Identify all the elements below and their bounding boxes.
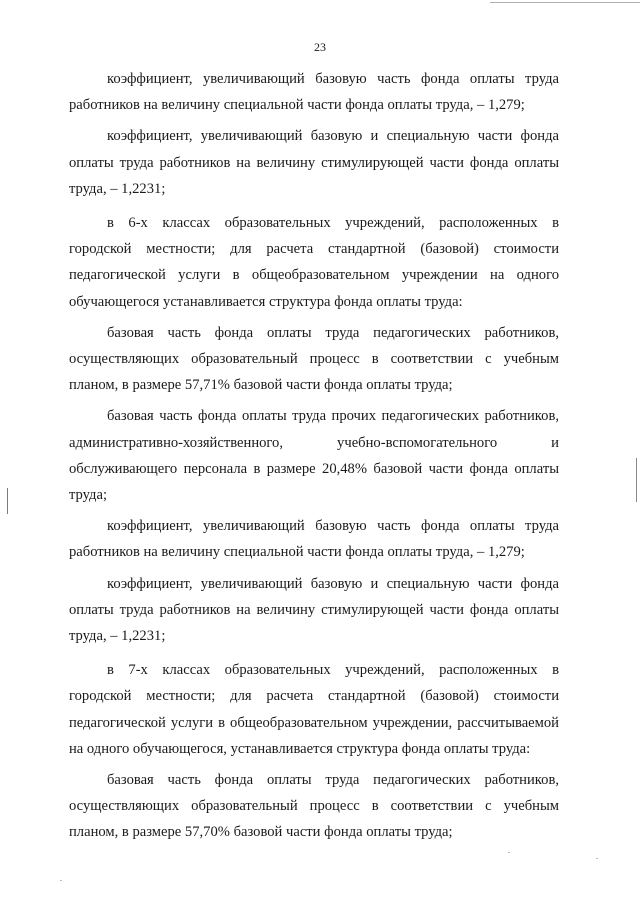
paragraph: коэффициент, увеличивающий базовую и специальную части фонда оплаты труда работников на величину стимулирующей части фонда оплаты труда, – 1,2231; bbox=[69, 128, 559, 197]
paragraph: коэффициент, увеличивающий базовую и специальную части фонда оплаты труда работников на величину стимулирующей части фонда оплаты труда, – 1,2231; bbox=[69, 575, 559, 645]
paragraph: базовая часть фонда оплаты труда прочих педагогических работников, административно-хозяйственного, учебно-вспомогательного и обслуживающего персонала в размере 20,48% базовой части фонда оплаты труда; bbox=[69, 408, 559, 504]
document-body bbox=[69, 66, 559, 851]
paragraph: в 7-х классах образовательных учреждений, расположенных в городской местности; для расчета стандартной (базовой) стоимости педагогической услуги в общеобразовательном учреждении, рассчитываемой на одного обучающегося, устанавливается структура фонда оплаты труда: bbox=[69, 662, 559, 757]
scan-artifact-top-line bbox=[490, 2, 640, 3]
scan-artifact-right-mark bbox=[636, 458, 637, 502]
scan-artifact-dot bbox=[60, 880, 62, 881]
paragraph: коэффициент, увеличивающий базовую часть фонда оплаты труда работников на величину специальной части фонда оплаты труда, – 1,279; bbox=[69, 518, 559, 561]
paragraph: базовая часть фонда оплаты труда педагогических работников, осуществляющих образовательный процесс в соответствии с учебным планом, в размере 57,71% базовой части фонда оплаты труда; bbox=[69, 324, 559, 394]
paragraph: коэффициент, увеличивающий базовую часть фонда оплаты труда работников на величину специальной части фонда оплаты труда, – 1,279; bbox=[69, 71, 559, 114]
paragraph: в 6-х классах образовательных учреждений, расположенных в городской местности; для расчета стандартной (базовой) стоимости педагогической услуги в общеобразовательном учреждении на одного обучающегося устанавливается структура фонда оплаты труда: bbox=[69, 215, 559, 310]
scan-artifact-left-mark bbox=[7, 488, 8, 514]
page-number: 23 bbox=[314, 40, 326, 54]
paragraph: базовая часть фонда оплаты труда педагогических работников, осуществляющих образовательный процесс в соответствии с учебным планом, в размере 57,70% базовой части фонда оплаты труда; bbox=[69, 772, 559, 841]
scan-artifact-dot bbox=[508, 852, 510, 853]
scan-artifact-dot bbox=[596, 858, 598, 859]
